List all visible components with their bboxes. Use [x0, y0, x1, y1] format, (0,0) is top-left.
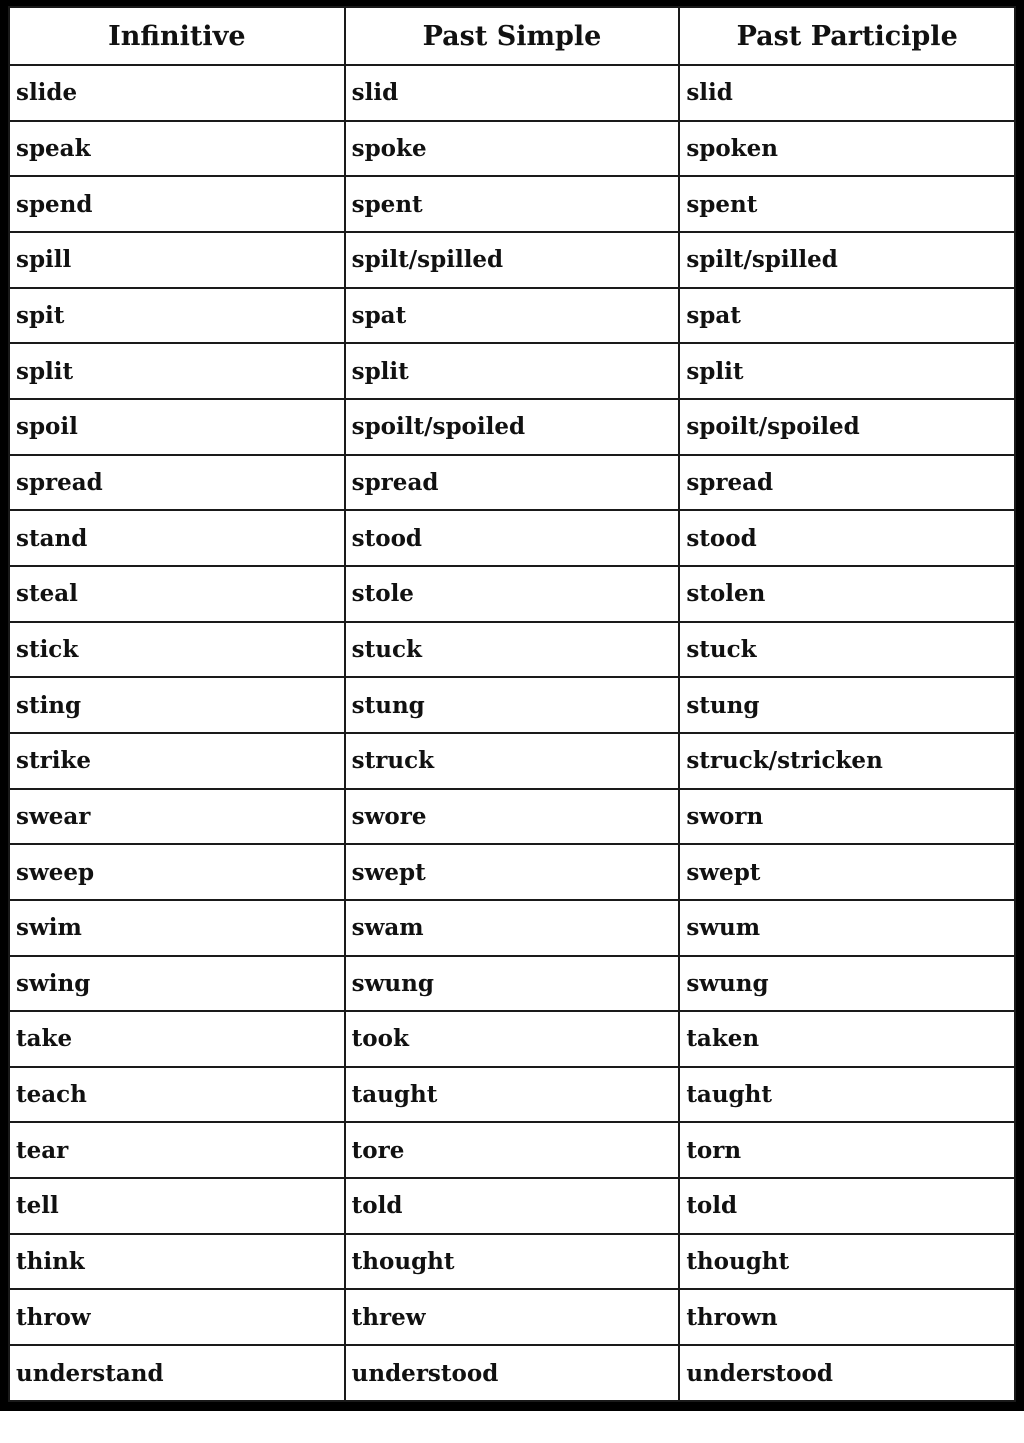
cell-infinitive: understand [10, 1345, 345, 1400]
table-row [10, 789, 1014, 845]
cell-past-simple: swam [345, 900, 680, 956]
cell-past-simple: threw [345, 1289, 680, 1345]
table-row [10, 844, 1014, 900]
cell-past-simple: split [345, 343, 680, 399]
table-row [10, 399, 1014, 455]
cell-past-participle: swept [679, 844, 1014, 900]
cell-infinitive: strike [10, 733, 345, 789]
table-row [10, 1122, 1014, 1178]
cell-past-participle: spread [679, 455, 1014, 511]
cell-infinitive: swear [10, 789, 345, 845]
cell-past-participle: slid [679, 65, 1014, 121]
table-row [10, 288, 1014, 344]
cell-infinitive: spoil [10, 399, 345, 455]
cell-past-participle: split [679, 343, 1014, 399]
cell-infinitive: tell [10, 1178, 345, 1234]
header-infinitive: Infinitive [10, 8, 345, 65]
cell-infinitive: teach [10, 1067, 345, 1123]
table-row [10, 1345, 1014, 1400]
cell-past-simple: took [345, 1011, 680, 1067]
table-row [10, 677, 1014, 733]
table-row [10, 1011, 1014, 1067]
table-row [10, 1289, 1014, 1345]
cell-past-simple: spilt/spilled [345, 232, 680, 288]
cell-past-simple: stood [345, 510, 680, 566]
cell-past-simple: spoilt/spoiled [345, 399, 680, 455]
table-row [10, 65, 1014, 121]
cell-infinitive: throw [10, 1289, 345, 1345]
header-past-participle: Past Participle [679, 8, 1014, 65]
cell-infinitive: spill [10, 232, 345, 288]
cell-past-simple: stuck [345, 622, 680, 678]
table-row [10, 510, 1014, 566]
cell-past-simple: struck [345, 733, 680, 789]
cell-infinitive: stand [10, 510, 345, 566]
table-row [10, 622, 1014, 678]
cell-infinitive: swing [10, 956, 345, 1012]
cell-past-simple: tore [345, 1122, 680, 1178]
cell-past-simple: understood [345, 1345, 680, 1400]
cell-infinitive: sting [10, 677, 345, 733]
table-row [10, 232, 1014, 288]
cell-infinitive: think [10, 1234, 345, 1290]
cell-past-participle: stung [679, 677, 1014, 733]
cell-past-participle: spoilt/spoiled [679, 399, 1014, 455]
cell-infinitive: spread [10, 455, 345, 511]
cell-past-participle: stolen [679, 566, 1014, 622]
cell-infinitive: stick [10, 622, 345, 678]
irregular-verbs-table [10, 8, 1014, 1400]
table-row [10, 956, 1014, 1012]
cell-past-participle: swung [679, 956, 1014, 1012]
cell-past-participle: thrown [679, 1289, 1014, 1345]
cell-past-participle: spilt/spilled [679, 232, 1014, 288]
cell-past-simple: swept [345, 844, 680, 900]
table-row [10, 121, 1014, 177]
cell-past-simple: spread [345, 455, 680, 511]
cell-past-participle: taken [679, 1011, 1014, 1067]
table-row [10, 1234, 1014, 1290]
cell-infinitive: steal [10, 566, 345, 622]
cell-infinitive: spend [10, 176, 345, 232]
table-row [10, 1178, 1014, 1234]
cell-infinitive: split [10, 343, 345, 399]
header-past-simple: Past Simple [345, 8, 680, 65]
cell-past-participle: thought [679, 1234, 1014, 1290]
cell-past-simple: swore [345, 789, 680, 845]
cell-past-participle: spat [679, 288, 1014, 344]
cell-past-simple: stole [345, 566, 680, 622]
cell-past-participle: swum [679, 900, 1014, 956]
cell-past-participle: struck/stricken [679, 733, 1014, 789]
cell-past-simple: taught [345, 1067, 680, 1123]
cell-infinitive: speak [10, 121, 345, 177]
table-row [10, 1067, 1014, 1123]
cell-past-simple: spat [345, 288, 680, 344]
cell-past-simple: told [345, 1178, 680, 1234]
cell-past-participle: sworn [679, 789, 1014, 845]
cell-infinitive: swim [10, 900, 345, 956]
cell-infinitive: tear [10, 1122, 345, 1178]
cell-infinitive: spit [10, 288, 345, 344]
cell-infinitive: sweep [10, 844, 345, 900]
table-body [10, 65, 1014, 1400]
table-row [10, 343, 1014, 399]
cell-past-simple: stung [345, 677, 680, 733]
cell-infinitive: slide [10, 65, 345, 121]
cell-past-participle: stood [679, 510, 1014, 566]
cell-past-participle: told [679, 1178, 1014, 1234]
table-row [10, 455, 1014, 511]
cell-past-simple: spent [345, 176, 680, 232]
cell-past-participle: spent [679, 176, 1014, 232]
cell-past-participle: stuck [679, 622, 1014, 678]
verb-sheet [8, 6, 1016, 1402]
cell-past-simple: spoke [345, 121, 680, 177]
cell-past-simple: swung [345, 956, 680, 1012]
cell-past-participle: torn [679, 1122, 1014, 1178]
cell-past-simple: thought [345, 1234, 680, 1290]
header-row [10, 8, 1014, 65]
table-row [10, 566, 1014, 622]
cell-past-participle: understood [679, 1345, 1014, 1400]
cell-infinitive: take [10, 1011, 345, 1067]
cell-past-participle: spoken [679, 121, 1014, 177]
cell-past-simple: slid [345, 65, 680, 121]
table-row [10, 733, 1014, 789]
table-row [10, 900, 1014, 956]
table-row [10, 176, 1014, 232]
cell-past-participle: taught [679, 1067, 1014, 1123]
